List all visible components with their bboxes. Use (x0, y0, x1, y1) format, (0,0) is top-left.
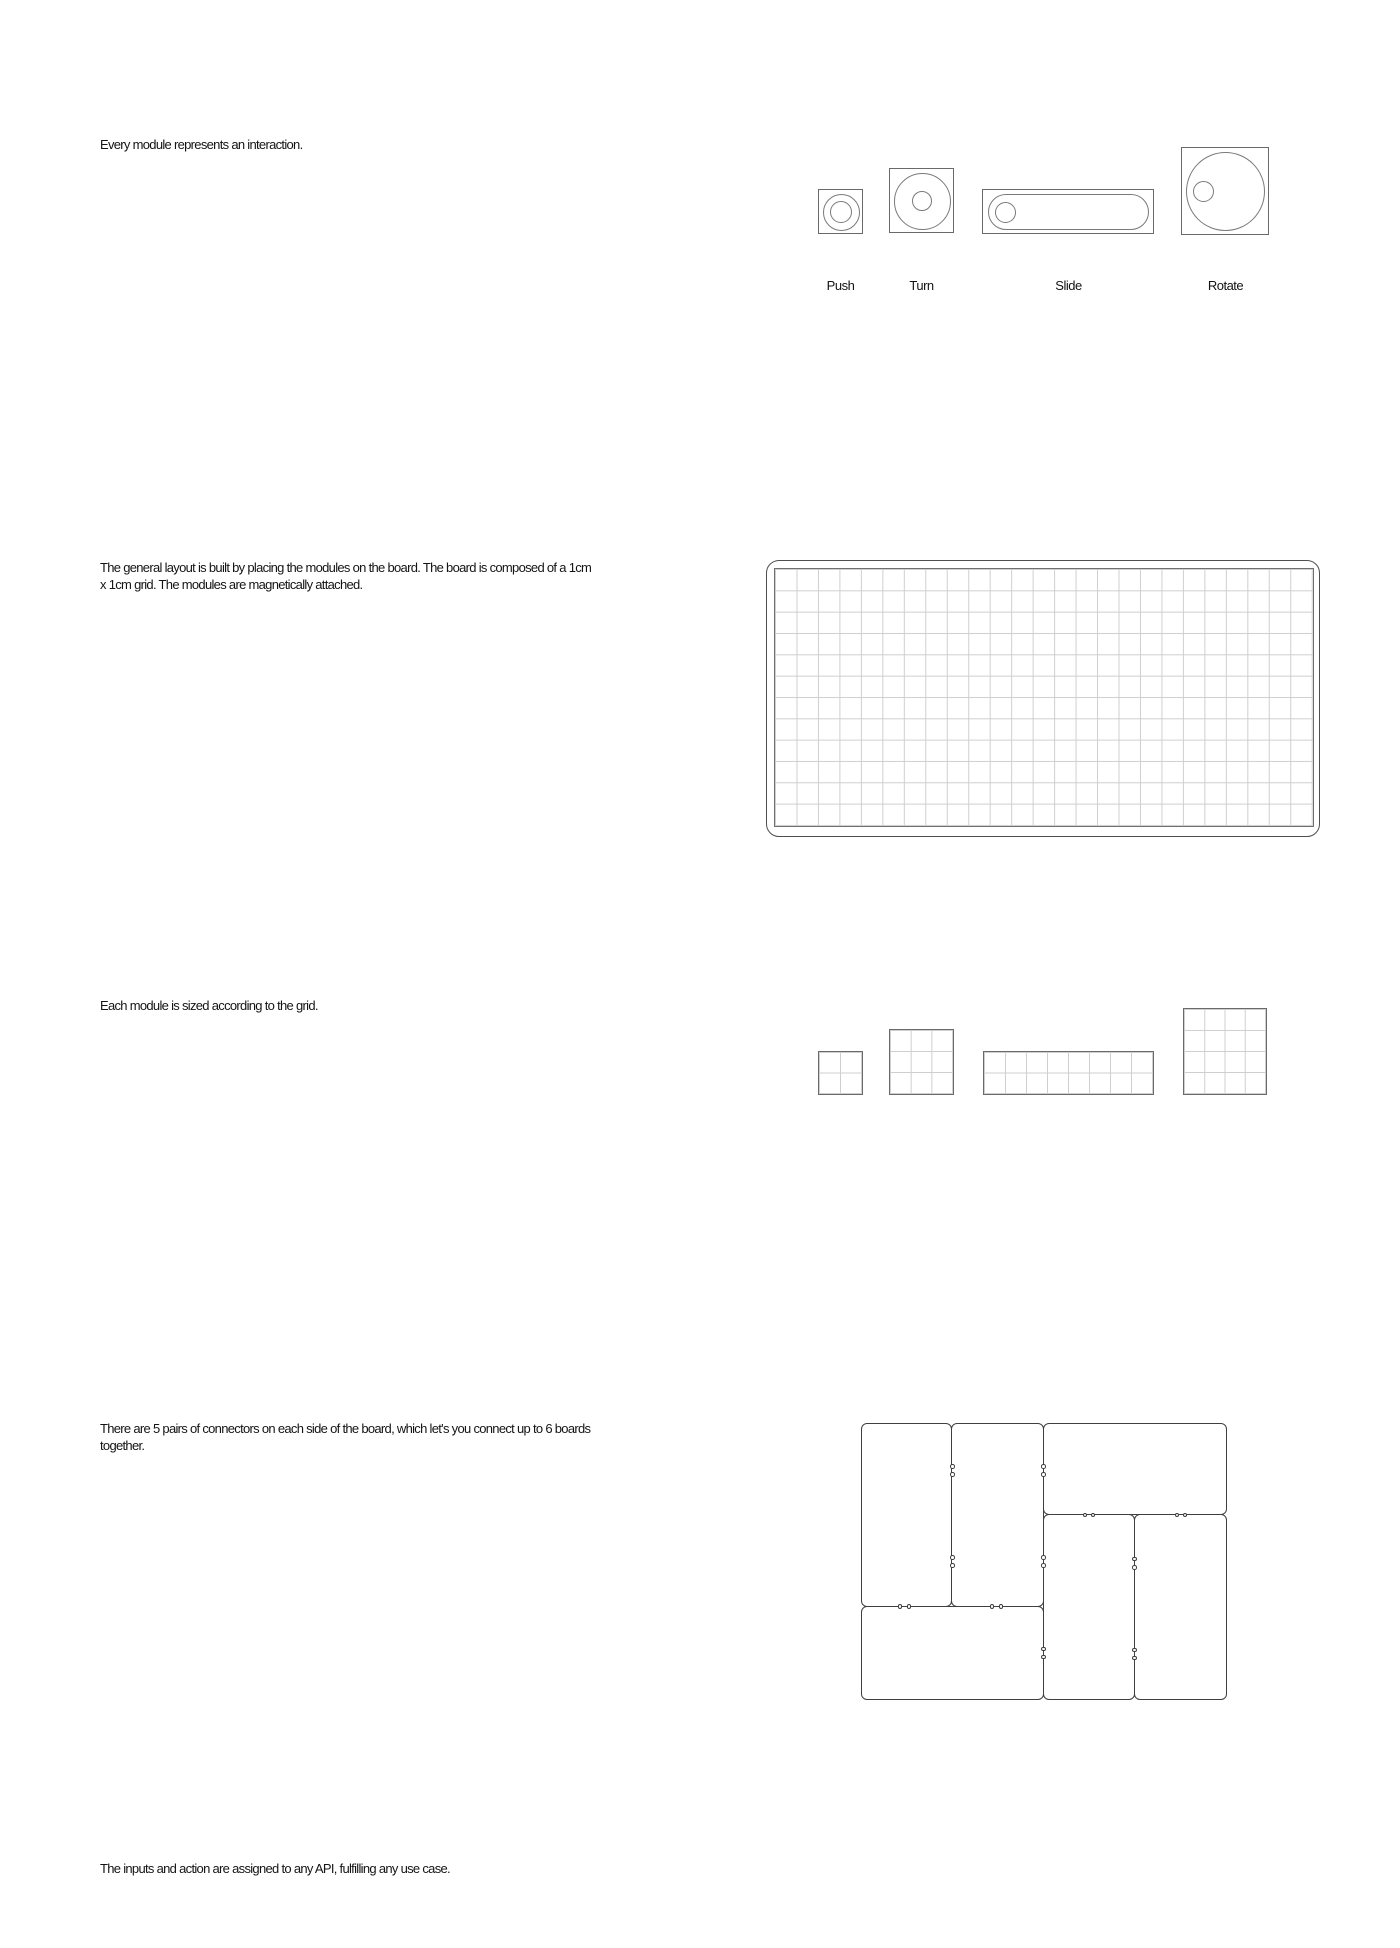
connector-dot (1132, 1565, 1137, 1570)
connector-dot (999, 1604, 1004, 1609)
board-c (1043, 1423, 1227, 1515)
connector-dot (1132, 1648, 1137, 1653)
push-module-diagram (818, 189, 863, 234)
slide-module-diagram (982, 189, 1154, 234)
connector-dot (1041, 1647, 1046, 1652)
connector-dot (1132, 1656, 1137, 1661)
connector-dot (907, 1604, 912, 1609)
rotate-finger-circle (1193, 181, 1214, 202)
connector-dot (990, 1604, 995, 1609)
caption-api: The inputs and action are assigned to any API, fulfilling any use case. (100, 1861, 450, 1876)
sized-module-2x2 (818, 1051, 863, 1095)
connected-boards-diagram (861, 1423, 1227, 1700)
board-e (1043, 1514, 1135, 1700)
rotate-module-diagram (1181, 147, 1269, 235)
module-label-turn: Turn (909, 278, 934, 293)
connector-dot (1132, 1557, 1137, 1562)
sized-module-8x2 (983, 1051, 1154, 1095)
board-b (951, 1423, 1044, 1607)
connector-dot (1041, 1464, 1046, 1469)
module-label-push: Push (826, 278, 855, 293)
board-d (861, 1606, 1044, 1700)
connector-dot (1041, 1555, 1046, 1560)
connector-dot (950, 1464, 955, 1469)
connector-dot (1041, 1655, 1046, 1660)
sized-module-4x4 (1183, 1008, 1267, 1095)
caption-board-layout: The general layout is built by placing the modules on the board. The board is composed of a 1cm x 1cm grid. The modules are magnetically attached. (100, 560, 592, 592)
slide-knob-circle (995, 202, 1016, 223)
turn-center-circle (912, 191, 932, 211)
caption-connectors: There are 5 pairs of connectors on each side of the board, which let's you connect up to 6 boards together. (100, 1421, 591, 1453)
connector-dot (950, 1563, 955, 1568)
grid-board-surface (774, 568, 1314, 827)
turn-module-diagram (889, 168, 954, 233)
module-label-slide: Slide (1055, 278, 1082, 293)
push-button-circle (830, 201, 852, 223)
connector-dot (1041, 1563, 1046, 1568)
board-a (861, 1423, 952, 1607)
connector-dot (950, 1555, 955, 1560)
board-f (1134, 1514, 1227, 1700)
caption-module-sizes: Each module is sized according to the grid. (100, 998, 318, 1013)
connector-dot (1041, 1472, 1046, 1477)
connector-dot (898, 1604, 903, 1609)
caption-interactions: Every module represents an interaction. (100, 137, 303, 152)
sized-module-3x3 (889, 1029, 954, 1095)
connector-dot (950, 1472, 955, 1477)
module-label-rotate: Rotate (1207, 278, 1244, 293)
